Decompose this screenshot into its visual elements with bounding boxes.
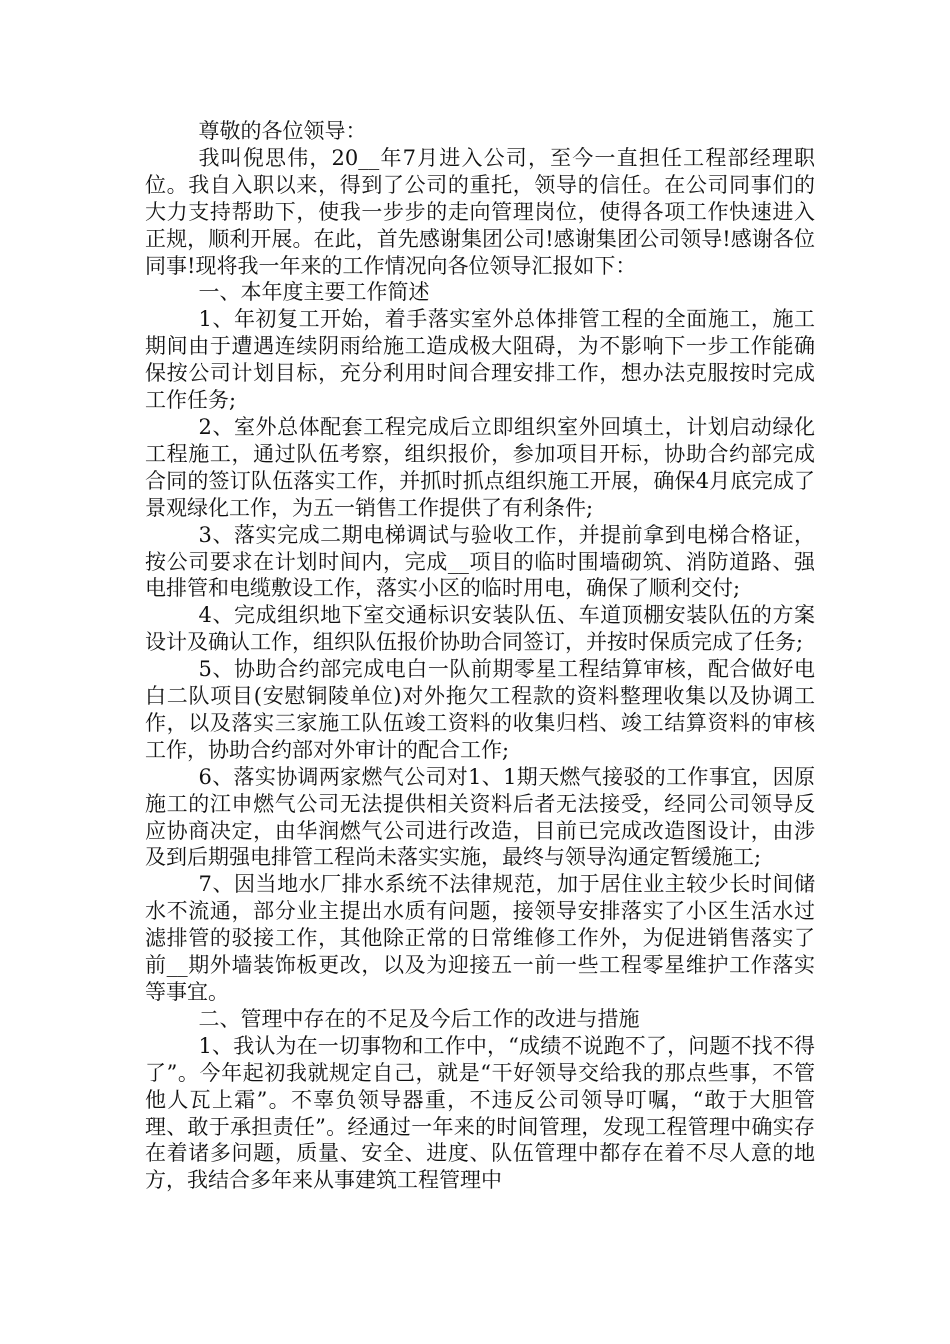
work-item-7: 7、因当地水厂排水系统不法律规范，加于居住业主较少长时间储水不流通，部分业主提出水质有问题，接领导安排落实了小区生活水过滤排管的驳接工作，其他除正常的日常维修工作外，为促进销售落实了前__期外墙装饰板更改，以及为迎接五一前一些工程零星维护工作落实等事宜。 <box>145 872 815 1004</box>
report-body <box>145 118 815 1194</box>
salutation: 尊敬的各位领导： <box>198 119 367 143</box>
work-item-6: 6、落实协调两家燃气公司对1、1期天燃气接驳的工作事宜，因原施工的江申燃气公司无法提供相关资料后者无法接受，经同公司领导反应协商决定，由华润燃气公司进行改造，目前已完成改造图设计，由涉及到后期强电排管工程尚未落实实施，最终与领导沟通定暂缓施工; <box>145 764 815 870</box>
improvement-item-1: 1、我认为在一切事物和工作中，“成绩不说跑不了，问题不找不得了”。今年起初我就规定自己，就是“干好领导交给我的那点些事，不管他人瓦上霜”。不辜负领导器重，不违反公司领导叮嘱，“敢于大胆管理、敢于承担责任”。经通过一年来的时间管理，发现工程管理中确实存在着诸多问题，质量、安全、进度、队伍管理中都存在着不尽人意的地方，我结合多年来从事建筑工程管理中 <box>145 1033 815 1193</box>
section-heading-1: 一、本年度主要工作简述 <box>198 280 430 305</box>
work-item-1: 1、年初复工开始，着手落实室外总体排管工程的全面施工，施工期间由于遭遇连续阴雨给施工造成极大阻碍，为不影响下一步工作能确保按公司计划目标，充分利用时间合理安排工作，想办法克服按时完成工作任务; <box>145 307 815 413</box>
work-item-2: 2、室外总体配套工程完成后立即组织室外回填土，计划启动绿化工程施工，通过队伍考察，组织报价，参加项目开标，协助合约部完成合同的签订队伍落实工作，并抓时抓点组织施工开展，确保4月底完成了景观绿化工作，为五一销售工作提供了有利条件; <box>145 414 815 520</box>
work-item-5: 5、协助合约部完成电白一队前期零星工程结算审核，配合做好电白二队项目(安慰铜陵单位)对外拖欠工程款的资料整理收集以及协调工作，以及落实三家施工队伍竣工资料的收集归档、竣工结算资料的审核工作，协助合约部对外审计的配合工作; <box>145 657 815 762</box>
work-item-3: 3、落实完成二期电梯调试与验收工作，并提前拿到电梯合格证，按公司要求在计划时间内，完成__项目的临时围墙砌筑、消防道路、强电排管和电缆敷设工作，落实小区的临时用电，确保了顺利交付; <box>145 522 815 601</box>
work-item-4: 4、完成组织地下室交通标识安装队伍、车道顶棚安装队伍的方案设计及确认工作，组织队伍报价协助合同签订，并按时保质完成了任务; <box>145 603 815 655</box>
intro-paragraph: 我叫倪思伟，20__年7月进入公司，至今一直担任工程部经理职位。我自入职以来，得到了公司的重托，领导的信任。在公司同事们的大力支持帮助下，使我一步步的走向管理岗位，使得各项工作快速进入正规，顺利开展。在此，首先感谢集团公司!感谢集团公司领导!感谢各位同事!现将我一年来的工作情况向各位领导汇报如下： <box>145 145 815 278</box>
section-heading-2: 二、管理中存在的不足及今后工作的改进与措施 <box>198 1006 640 1031</box>
